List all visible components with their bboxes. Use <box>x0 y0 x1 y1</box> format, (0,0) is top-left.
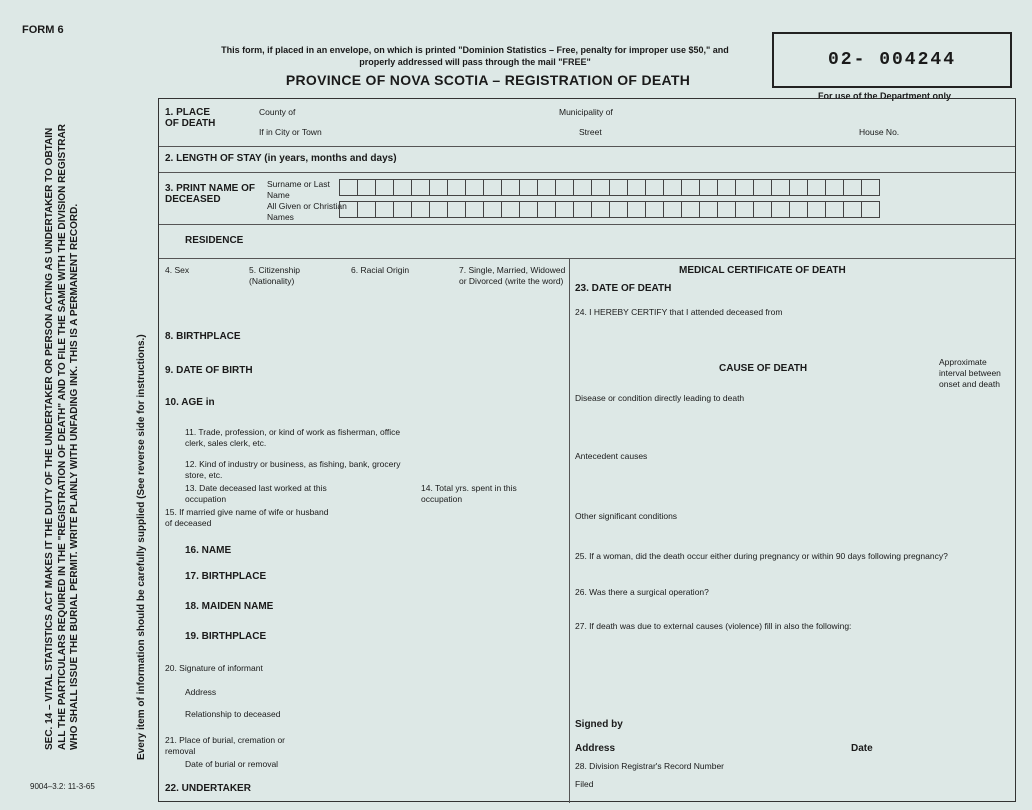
label-industry: 12. Kind of industry or business, as fishing, bank, grocery store, etc. <box>185 459 401 480</box>
label-date-of-birth: 9. DATE OF BIRTH <box>165 365 253 376</box>
label-surname: Surname or Last Name <box>267 179 330 200</box>
form-title: PROVINCE OF NOVA SCOTIA – REGISTRATION OF DEATH <box>285 72 691 88</box>
label-signed-by: Signed by <box>575 719 623 730</box>
label-given-names: All Given or Christian Names <box>267 201 347 222</box>
print-code: 9004–3.2: 11-3-65 <box>30 782 95 791</box>
label-sex: 4. Sex <box>165 265 190 275</box>
label-print-name: 3. PRINT NAME OF DECEASED <box>165 183 256 205</box>
label-municipality: Municipality of <box>559 107 613 117</box>
department-use-note: For use of the Department only <box>818 91 952 101</box>
label-external-causes: 27. If death was due to external causes (violence) fill in also the following: <box>575 621 852 631</box>
label-burial-place: 21. Place of burial, cremation or removal <box>165 735 286 756</box>
form-body <box>158 98 1016 802</box>
label-filed: Filed <box>575 779 594 789</box>
label-citizenship: 5. Citizenship (Nationality) <box>249 265 301 286</box>
form-number: FORM 6 <box>22 24 64 36</box>
statute-note: SEC. 14 – VITAL STATISTICS ACT MAKES IT THE DUTY OF THE UNDERTAKER OR PERSON ACTING AS UNDERTAKER TO OBTAIN ALL THE PARTICULARS REQUIRED IN THE "REGISTRATION OF DEATH" AND TO FILE THE SAME WITH THE DIVISION REGISTRAR WHO SHALL ISSUE THE BURIAL PERMIT. WRITE PLAINLY WITH UNFADING INK. THIS IS A PERMANENT RECORD. <box>44 124 80 750</box>
label-county: County of <box>259 107 296 117</box>
cause-of-death-heading: CAUSE OF DEATH <box>719 363 808 374</box>
label-occupation: 11. Trade, profession, or kind of work as fisherman, office clerk, sales clerk, etc. <box>185 427 401 448</box>
medical-certificate-heading: MEDICAL CERTIFICATE OF DEATH <box>679 265 846 276</box>
label-operation: 26. Was there a surgical operation? <box>575 587 709 597</box>
label-relationship: Relationship to deceased <box>185 709 281 719</box>
label-marital-status: 7. Single, Married, Widowed or Divorced (write the word) <box>459 265 566 286</box>
label-interval: Approximate interval between onset and death <box>939 357 1001 389</box>
label-signature-date: Date <box>851 743 873 754</box>
label-last-worked: 13. Date deceased last worked at this occupation <box>185 483 327 504</box>
label-years-spent: 14. Total yrs. spent in this occupation <box>421 483 517 504</box>
information-note: Every item of information should be carefully supplied (See reverse side for instructions.) <box>136 334 147 760</box>
label-street: Street <box>579 127 602 137</box>
label-place-of-death: 1. PLACE OF DEATH <box>165 107 216 129</box>
label-city-town: If in City or Town <box>259 127 322 137</box>
label-burial-date: Date of burial or removal <box>185 759 279 769</box>
given-names-grid <box>339 201 880 218</box>
certificate-number: 02- 004244 <box>772 32 1012 88</box>
label-date-of-death: 23. DATE OF DEATH <box>575 283 672 294</box>
row-name <box>159 173 1015 225</box>
label-cause-b: Antecedent causes <box>575 451 648 461</box>
surname-grid <box>339 179 880 196</box>
label-informant: 20. Signature of informant <box>165 663 263 673</box>
label-residence: RESIDENCE <box>185 235 244 246</box>
label-father-name: 16. NAME <box>185 545 232 556</box>
center-divider <box>569 259 570 803</box>
label-certify: 24. I HEREBY CERTIFY that I attended deceased from <box>575 307 783 317</box>
label-spouse: 15. If married give name of wife or husband of deceased <box>165 507 329 528</box>
label-racial-origin: 6. Racial Origin <box>351 265 410 275</box>
label-registrar-number: 28. Division Registrar's Record Number <box>575 761 725 771</box>
label-other-conditions: Other significant conditions <box>575 511 678 521</box>
label-length-of-stay: 2. LENGTH OF STAY (in years, months and days) <box>165 153 397 164</box>
label-mother-birthplace: 19. BIRTHPLACE <box>185 631 267 642</box>
label-cause-a: Disease or condition directly leading to death <box>575 393 745 403</box>
row-place-of-death <box>159 99 1015 147</box>
label-mother-maiden-name: 18. MAIDEN NAME <box>185 601 274 612</box>
label-father-birthplace: 17. BIRTHPLACE <box>185 571 267 582</box>
label-age: 10. AGE in <box>165 397 215 408</box>
label-birthplace: 8. BIRTHPLACE <box>165 331 241 342</box>
label-signature-address: Address <box>575 743 616 754</box>
row-residence <box>159 225 1015 259</box>
envelope-note: This form, if placed in an envelope, on which is printed "Dominion Statistics – Free, penalty for improper use $50," and properly addressed will pass through the mail "FREE" <box>221 45 729 67</box>
label-informant-address: Address <box>185 687 217 697</box>
label-pregnancy: 25. If a woman, did the death occur either during pregnancy or within 90 days following pregnancy? <box>575 551 948 561</box>
row-length-of-stay <box>159 147 1015 173</box>
label-house-no: House No. <box>859 127 900 137</box>
label-undertaker: 22. UNDERTAKER <box>165 783 251 794</box>
